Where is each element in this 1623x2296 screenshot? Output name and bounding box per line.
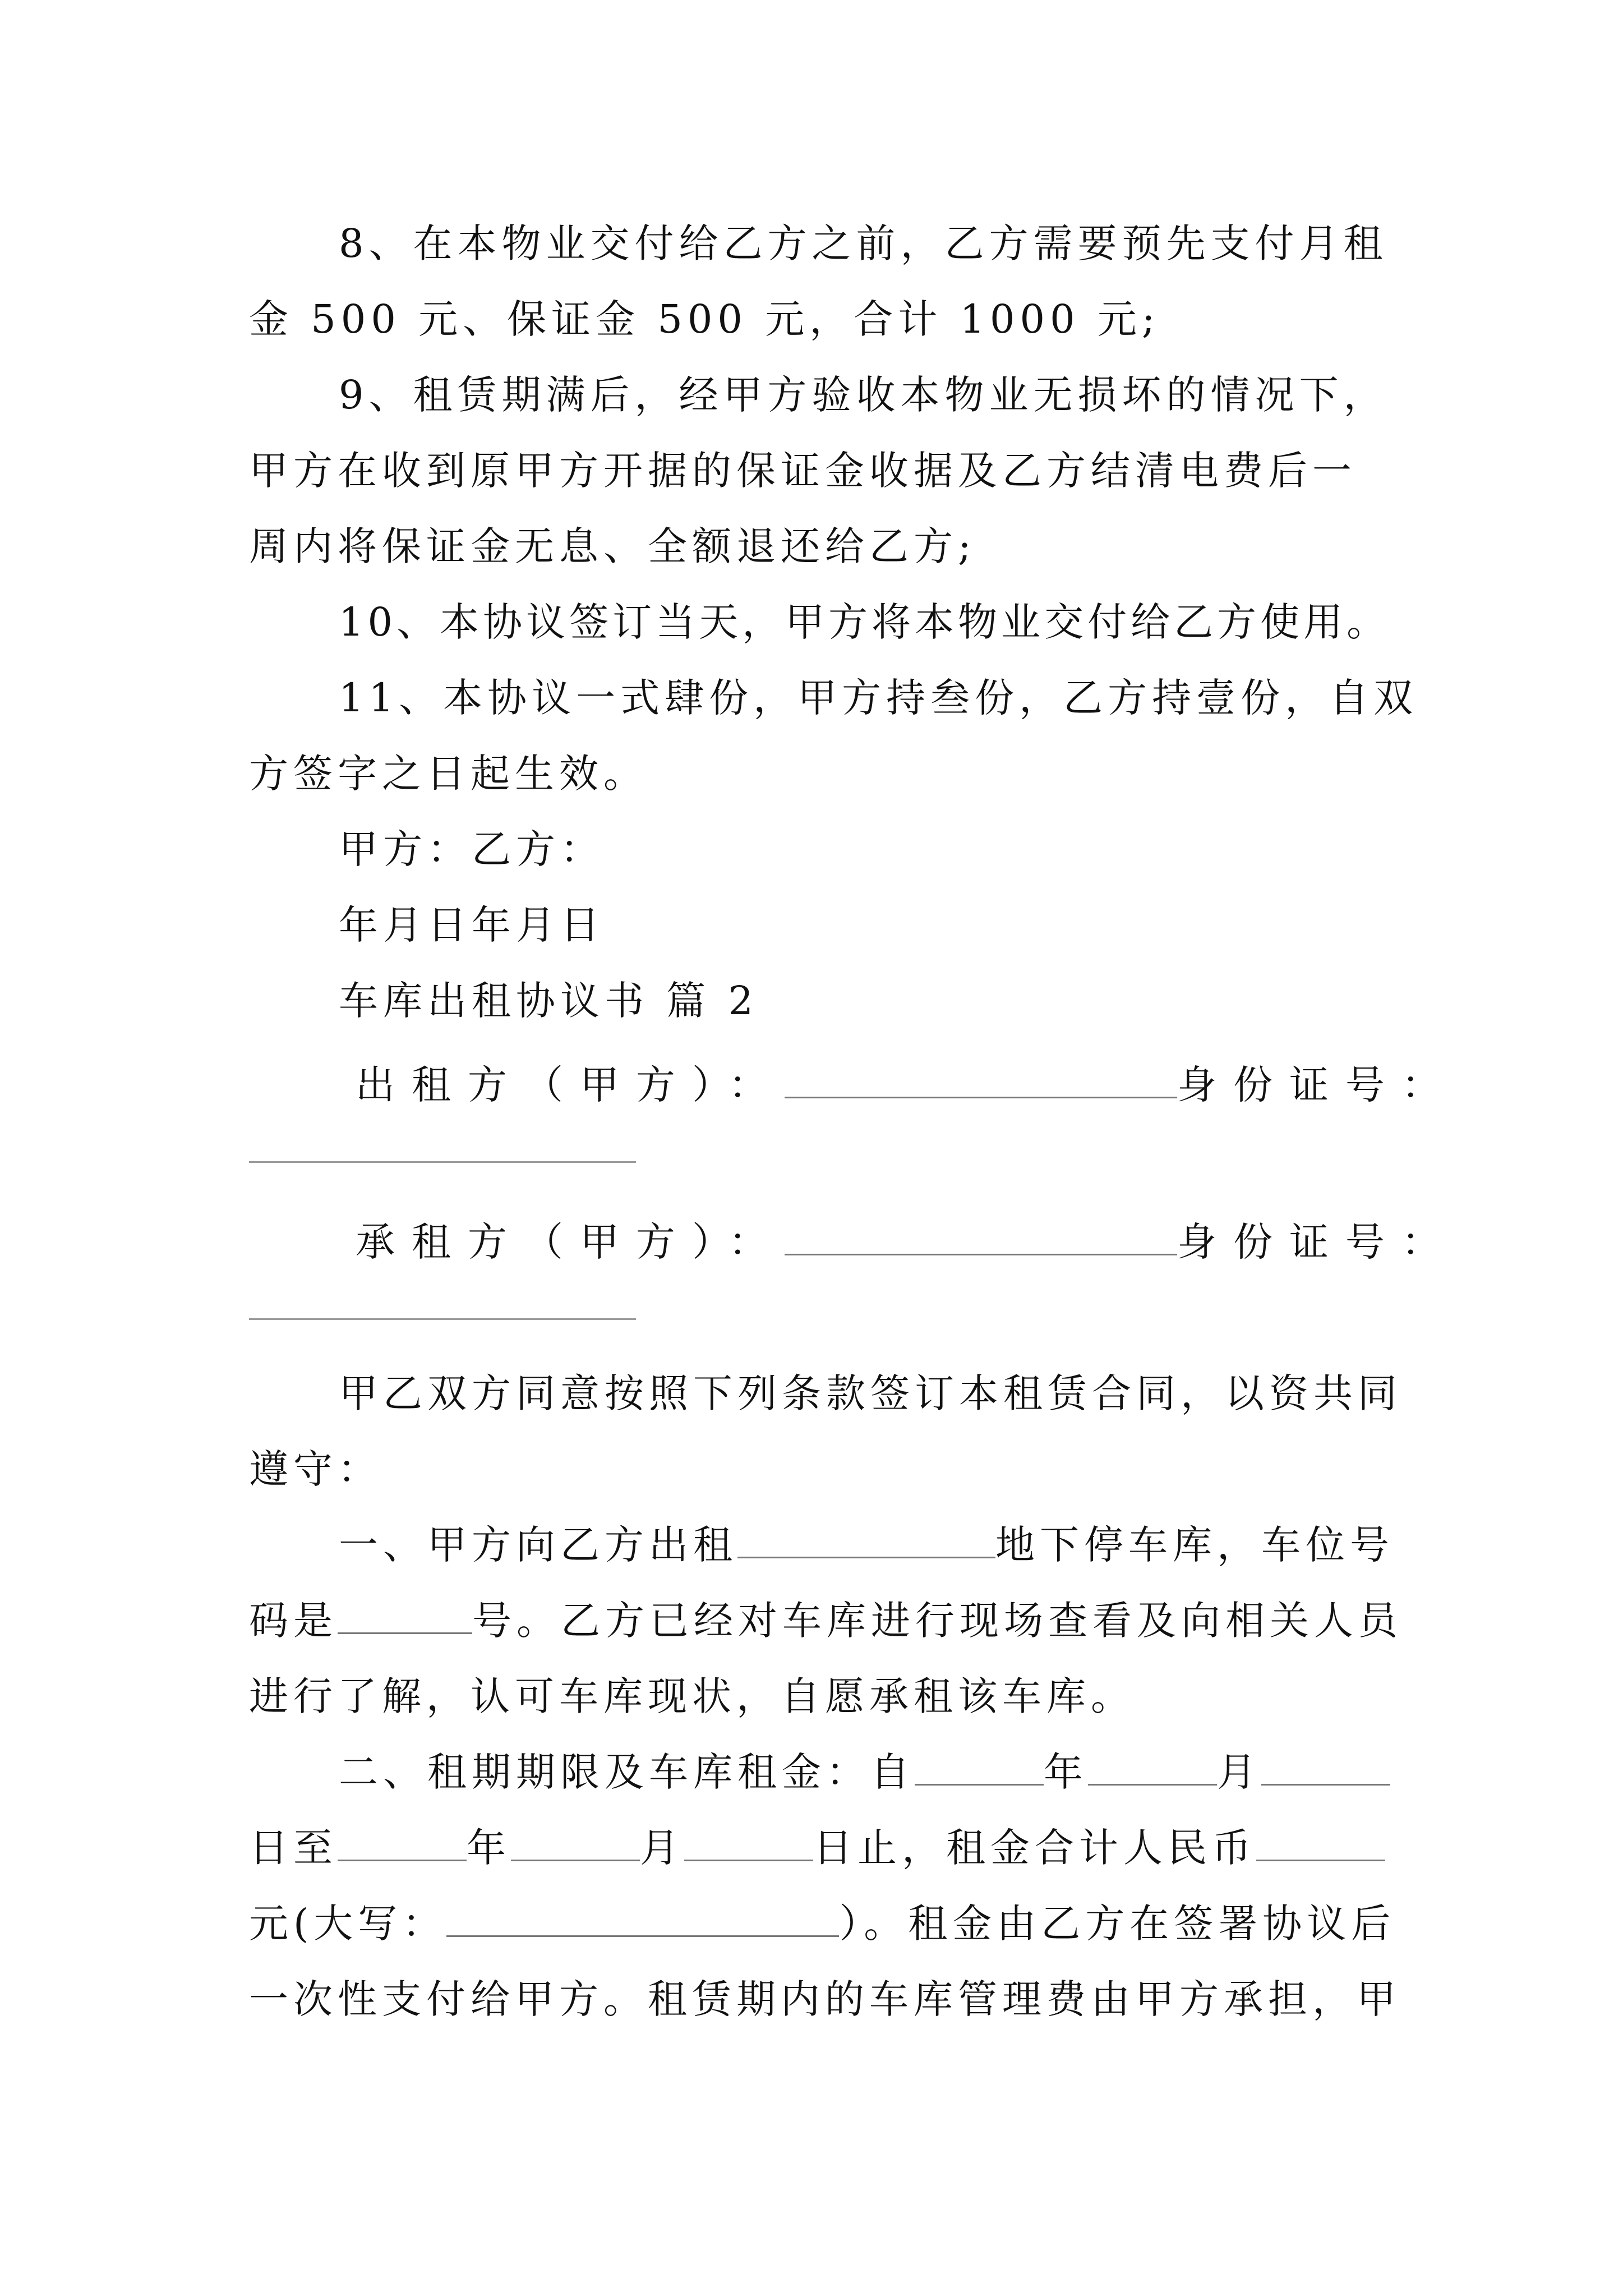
clause-9-line-3: 周内将保证金无息、全额退还给乙方; — [249, 523, 976, 569]
article-1-line-1 — [339, 1517, 1477, 1573]
article-2-line-3 — [249, 1895, 1396, 1952]
clause-11-line-2: 方签字之日起生效。 — [249, 751, 648, 797]
article-2-line-2 — [249, 1820, 1387, 1876]
start-year-label: 年 — [1044, 1749, 1088, 1795]
article-1-garage: 地下停车库，车位号 — [995, 1522, 1394, 1568]
rent-words-blank — [446, 1899, 839, 1937]
article-2-line-4: 一次性支付给甲方。租赁期内的车库管理费由甲方承担，甲 — [249, 1976, 1401, 2022]
start-day-to-label: 日至 — [249, 1825, 338, 1871]
article-2-payment: ）。租金由乙方在签署协议后 — [839, 1901, 1396, 1947]
end-day-blank — [684, 1824, 813, 1861]
end-month-label: 月 — [640, 1825, 684, 1871]
lessee-label: 承租方（甲方）： — [356, 1219, 785, 1265]
clause-8-line-2: 金 500 元、保证金 500 元，合计 1000 元; — [249, 296, 1160, 342]
clause-8-line-1: 8、在本物业交付给乙方之前，乙方需要预先支付月租 — [339, 220, 1388, 266]
lessee-id-label: 身份证号： — [1177, 1219, 1458, 1265]
article-1-line-3: 进行了解，认可车库现状，自愿承租该车库。 — [249, 1673, 1135, 1719]
rent-total-label: 日止，租金合计人民币 — [813, 1825, 1256, 1871]
start-month-blank — [1088, 1748, 1217, 1786]
signature-parties: 甲方：乙方： — [339, 826, 605, 872]
space-number-blank — [338, 1596, 472, 1634]
rent-words-label: 元(大写： — [249, 1901, 447, 1947]
lessor-name-blank — [785, 1061, 1177, 1098]
agreement-line-2: 遵守： — [249, 1446, 382, 1492]
lessor-id-blank — [249, 1161, 636, 1163]
lessee-id-blank — [249, 1318, 636, 1320]
start-year-blank — [915, 1748, 1044, 1786]
lessor-label: 出租方（甲方）： — [356, 1062, 785, 1108]
start-day-blank — [1261, 1748, 1390, 1786]
article-1-code-label: 码是 — [249, 1598, 338, 1644]
start-month-label: 月 — [1217, 1749, 1261, 1795]
clause-9-line-1: 9、租赁期满后，经甲方验收本物业无损坏的情况下， — [339, 372, 1388, 418]
end-year-blank — [338, 1824, 467, 1861]
end-month-blank — [511, 1824, 640, 1861]
lessee-line — [356, 1214, 1458, 1270]
article-1-lead: 一、甲方向乙方出租 — [339, 1522, 737, 1568]
clause-10: 10、本协议签订当天，甲方将本物业交付给乙方使用。 — [339, 599, 1390, 645]
article-1-line-2 — [249, 1593, 1403, 1649]
clause-11-line-1: 11、本协议一式肆份，甲方持叁份，乙方持壹份，自双 — [339, 675, 1418, 721]
lessee-name-blank — [785, 1218, 1177, 1255]
article-1-inspection: 号。乙方已经对车库进行现场查看及向相关人员 — [472, 1598, 1403, 1644]
lessor-id-label: 身份证号： — [1177, 1062, 1458, 1108]
end-year-label: 年 — [467, 1825, 511, 1871]
article-2-lead: 二、租期期限及车库租金：自 — [339, 1749, 915, 1795]
section-title: 车库出租协议书 篇 2 — [339, 978, 759, 1024]
signature-dates: 年月日年月日 — [339, 902, 605, 948]
clause-9-line-2: 甲方在收到原甲方开据的保证金收据及乙方结清电费后一 — [249, 448, 1357, 494]
garage-location-blank — [737, 1521, 995, 1558]
rent-amount-blank — [1256, 1824, 1385, 1861]
article-2-line-1 — [339, 1744, 1477, 1800]
agreement-line-1: 甲乙双方同意按照下列条款签订本租赁合同，以资共同 — [339, 1370, 1402, 1416]
lessor-line — [356, 1057, 1458, 1113]
